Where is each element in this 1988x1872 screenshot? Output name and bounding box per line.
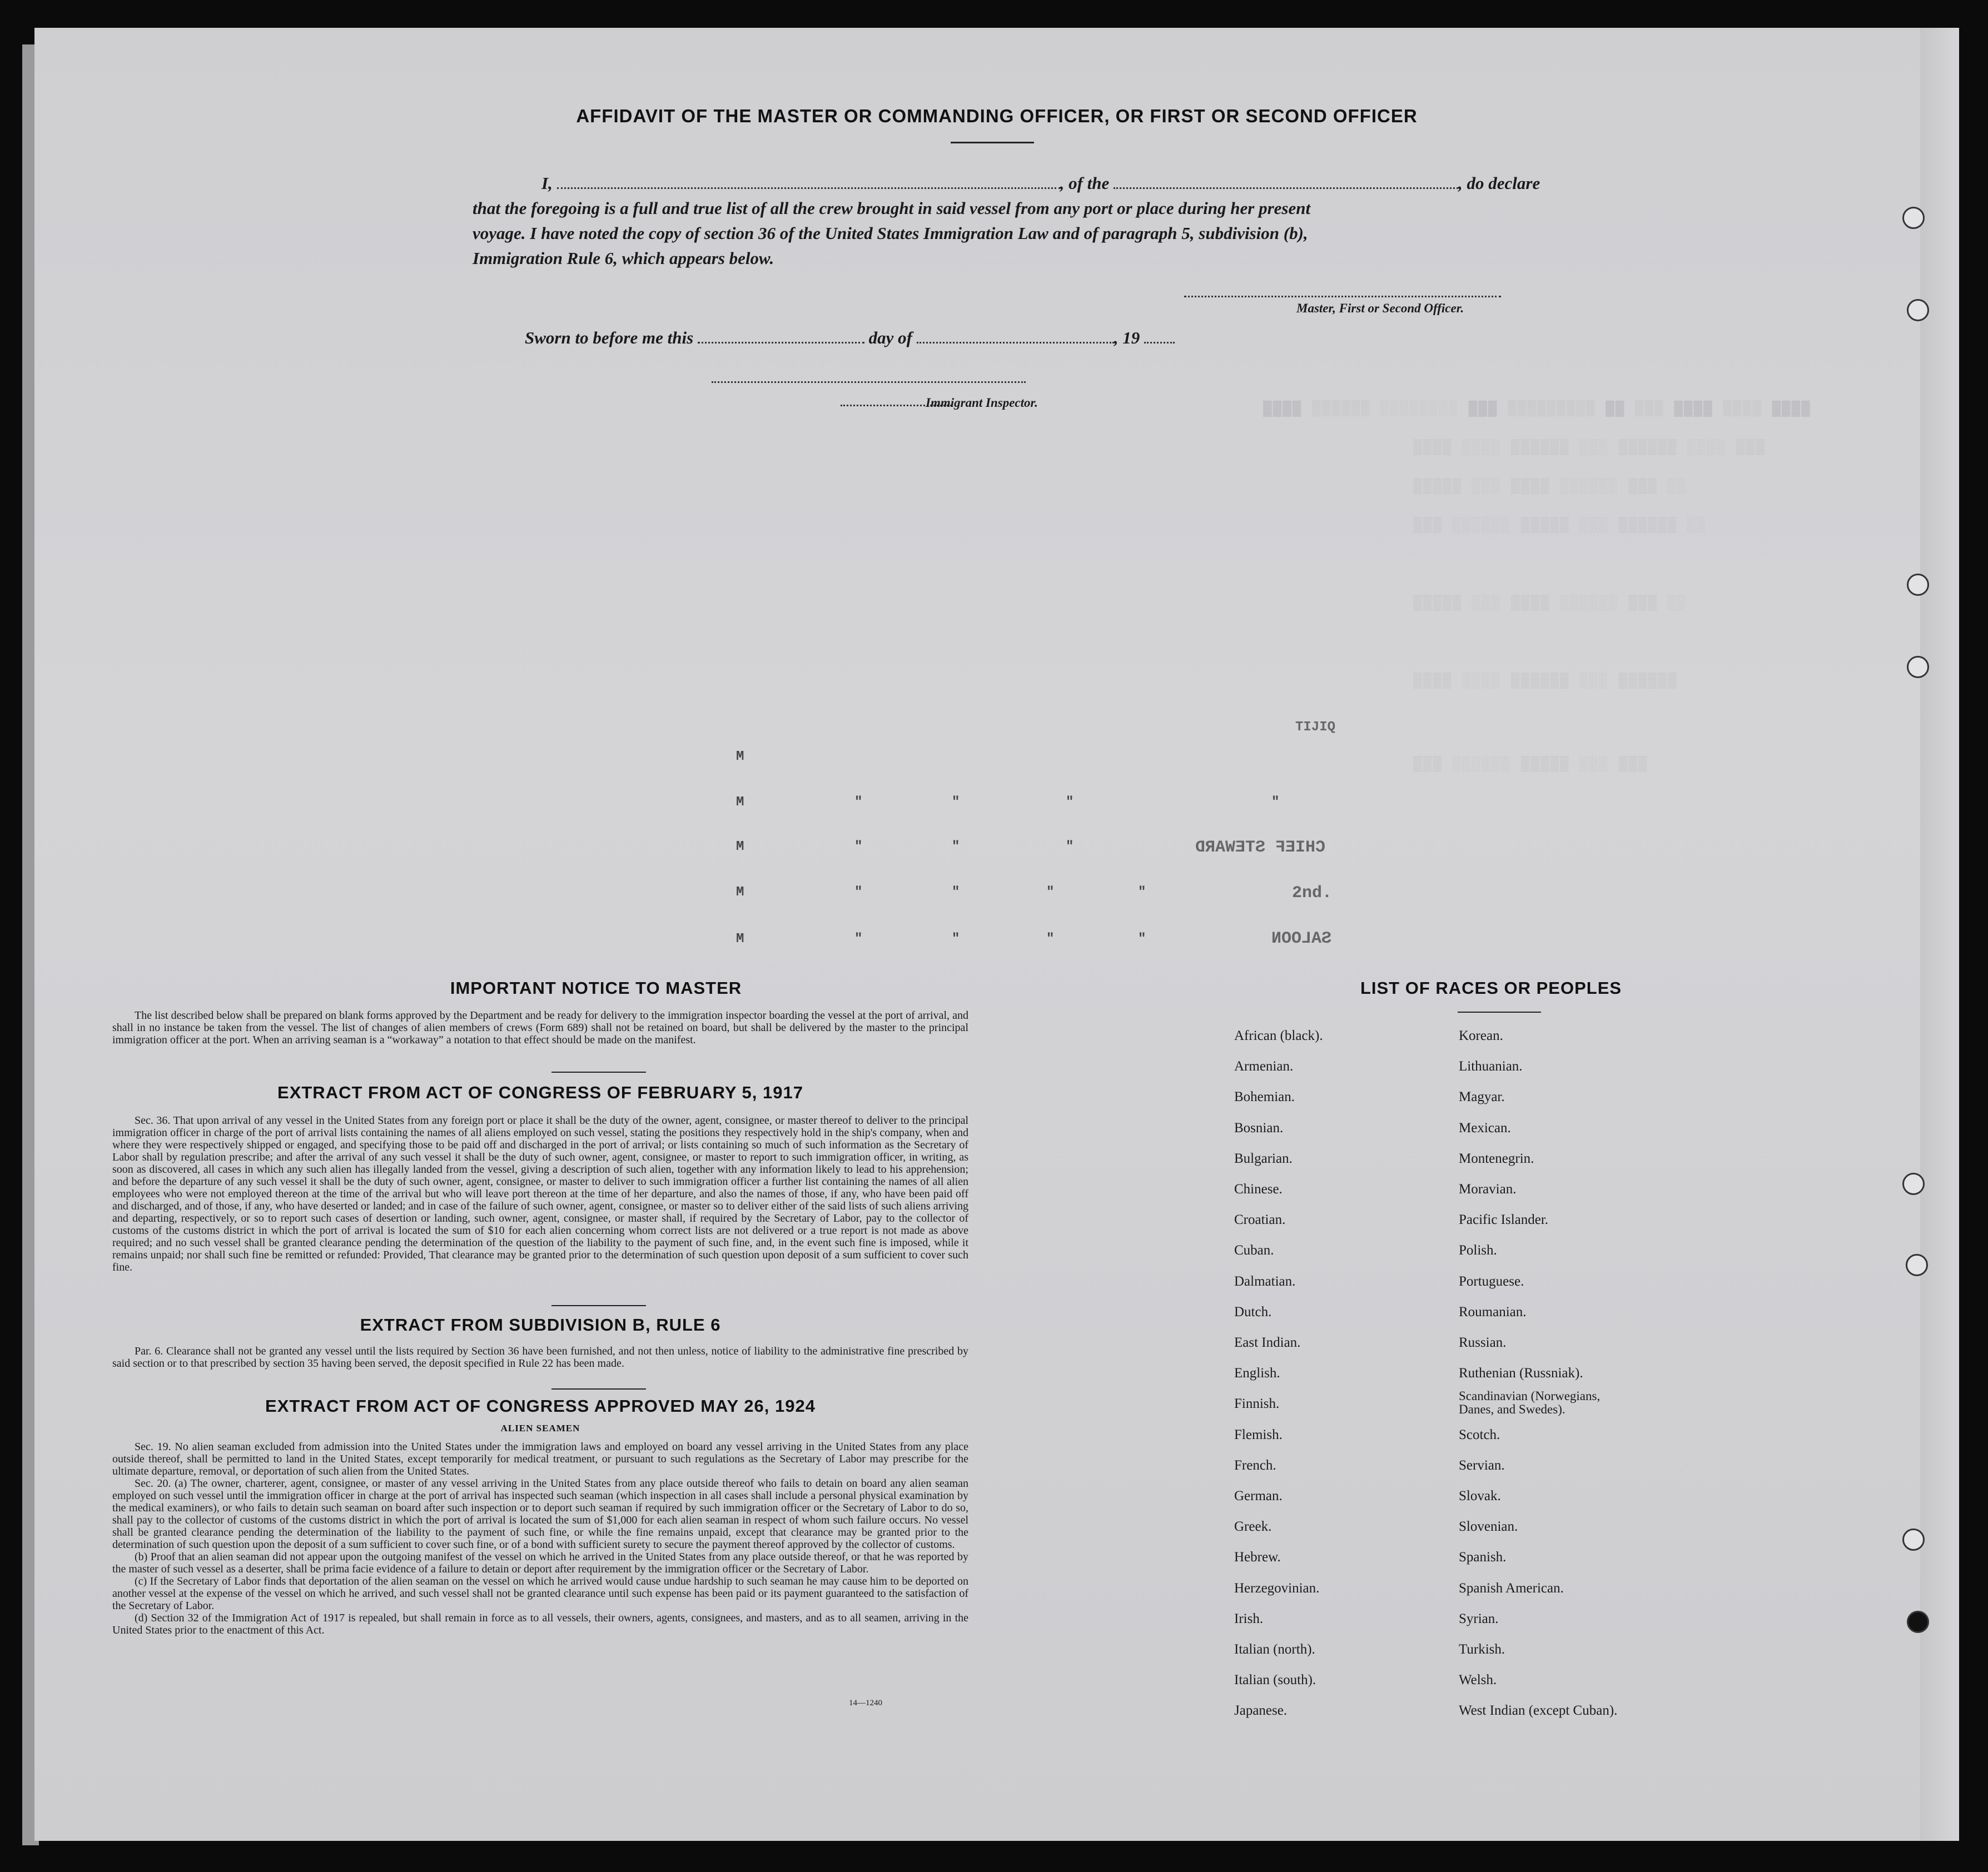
race-item: West Indian (except Cuban).: [1459, 1703, 1618, 1719]
race-item: Moravian.: [1459, 1182, 1517, 1197]
punch-hole: [1902, 207, 1925, 229]
document-page: [34, 28, 1959, 1841]
race-item: Scotch.: [1459, 1427, 1500, 1442]
punch-hole: [1907, 656, 1929, 678]
race-item: Croatian.: [1234, 1212, 1286, 1228]
race-item: Irish.: [1234, 1611, 1264, 1626]
sworn-month-blank[interactable]: [917, 331, 1114, 343]
extract-1924-title: EXTRACT FROM ACT OF CONGRESS APPROVED MAY 26, 1924: [265, 1396, 816, 1416]
race-item: Finnish.: [1234, 1396, 1280, 1412]
race-item: Lithuanian.: [1459, 1059, 1523, 1074]
bleed-row-mark: M: [736, 885, 744, 900]
bleed-row-mark: M: [736, 795, 744, 810]
race-item: Dalmatian.: [1234, 1273, 1296, 1289]
race-item: Polish.: [1459, 1243, 1497, 1258]
extract-1924-text: [112, 1441, 968, 1636]
bleed-through-text: ▒▒▒▒▒ ░░░ ▒▒▒▒ ░░░░░░ ▒▒▒ ░░: [1413, 595, 1687, 611]
ditto-mark: ": [952, 795, 960, 810]
sworn-day-of: day of: [868, 328, 912, 347]
bleed-through-text: ▓▓▓▓ ▒▒▒▒▒▒ ░░░░░░░░ ▓▓▓ ▒▒▒▒▒▒▒▒▒ ▓▓ ▒▒▒ ▓▓▓▓ ▒▒▒▒ ▓▓▓▓: [1263, 400, 1811, 417]
affidavit-declare: , do declare: [1458, 173, 1540, 193]
title-rule: [951, 142, 1034, 143]
affidavit-title: AFFIDAVIT OF THE MASTER OR COMMANDING OFFICER, OR FIRST OR SECOND OFFICER: [576, 106, 1418, 126]
sworn-year-blank[interactable]: [1144, 331, 1175, 343]
bleed-through-text: ▒▒▒ ░░░░░░ ▒▒▒▒▒ ░░░ ▒▒▒: [1413, 756, 1648, 773]
ditto-mark: ": [1046, 932, 1055, 947]
bleed-through-text: ▒▒▒▒ ░░░░ ▒▒▒▒▒▒ ░░░ ▒▒▒▒▒▒: [1413, 673, 1678, 689]
race-item: Chinese.: [1234, 1182, 1283, 1197]
ditto-mark: ": [952, 885, 960, 900]
page-right-margin: [1920, 28, 1959, 1841]
race-item: African (black).: [1234, 1028, 1323, 1043]
bleed-row-mark: M: [736, 749, 744, 764]
notice-text: [112, 1009, 968, 1046]
ditto-mark: ": [854, 839, 863, 854]
race-item: Armenian.: [1234, 1059, 1294, 1074]
punch-hole: [1906, 1254, 1928, 1276]
race-item: German.: [1234, 1488, 1283, 1503]
bleed-through-text: ▒▒▒ ░░░░░░ ▒▒▒▒▒ ░░░ ▒▒▒▒▒▒ ░░: [1413, 517, 1707, 534]
extract-1917-title: EXTRACT FROM ACT OF CONGRESS OF FEBRUARY 5, 1917: [277, 1083, 803, 1102]
race-item: Russian.: [1459, 1335, 1507, 1350]
bleed-through-text: ▒▒▒▒▒ ░░░ ▒▒▒▒ ░░░░░░ ▒▒▒ ░░: [1413, 478, 1687, 495]
inspector-signature-caption: Immigrant Inspector.: [926, 396, 1038, 410]
extract-1924-sec-20d: (d) Section 32 of the Immigration Act of 1917 is repealed, but shall remain in force as to all vessels, their owners, agents, consignees, and masters, and as to all seamen, arriving in the United States prior to the enactment of this Act.: [112, 1612, 968, 1636]
race-item: Ruthenian (Russniak).: [1459, 1366, 1583, 1381]
race-item: Flemish.: [1234, 1427, 1283, 1442]
bleed-stamp: TIJIQ: [1295, 720, 1336, 735]
ditto-mark: ": [1138, 932, 1146, 947]
race-item: Servian.: [1459, 1457, 1505, 1473]
race-item: Hebrew.: [1234, 1550, 1281, 1565]
affidavit-i: I,: [541, 173, 553, 193]
bleed-row-mark: M: [736, 839, 744, 854]
race-item: Dutch.: [1234, 1304, 1272, 1320]
ditto-mark: ": [1271, 795, 1280, 810]
race-item: Herzegovinian.: [1234, 1580, 1320, 1596]
race-item: Spanish American.: [1459, 1580, 1564, 1596]
affidavit-of-the: , of the: [1060, 173, 1110, 193]
extract-1924-sec-20c: (c) If the Secretary of Labor finds that deportation of the alien seaman on the vessel on which he arrived would cause undue hardship to such seaman he may cause him to be deported on another vessel at the expense of the vessel on which he arrived, and such vessel shall not be granted clearance until such expense has been paid or its payment guaranteed to the satisfaction of the Secretary of Labor.: [112, 1575, 968, 1612]
extract-1924-sec-20b: (b) Proof that an alien seaman did not appear upon the outgoing manifest of the vessel on which he arrived in the United States from any place outside thereof, or that he was reported by the master of such vessel as a deserter, shall be prima facie evidence of a failure to detain or deport after requirement by the immigration officer or the Secretary of Labor.: [112, 1551, 968, 1575]
ditto-mark: ": [1066, 795, 1074, 810]
sworn-day-blank[interactable]: [698, 331, 864, 343]
ditto-mark: ": [1046, 885, 1055, 900]
subdivision-paragraph: Par. 6. Clearance shall not be granted any vessel until the lists required by Section 36 have been furnished, and not then unless, notice of liability to the administrative fine prescribed by said section or to that prescribed by section 35 having been served, the deposit specified in Rule 22 has been made.: [112, 1345, 968, 1370]
subdivision-title: EXTRACT FROM SUBDIVISION B, RULE 6: [360, 1315, 721, 1335]
race-item: Cuban.: [1234, 1243, 1274, 1258]
race-item: Portuguese.: [1459, 1273, 1524, 1289]
ditto-mark: ": [854, 795, 863, 810]
section-rule: [551, 1305, 646, 1306]
race-item: Korean.: [1459, 1028, 1503, 1043]
bleed-through-text: ▒▒▒▒ ░░░░ ▒▒▒▒▒▒ ░░░ ▒▒▒▒▒▒ ░░░░ ▒▒▒: [1413, 439, 1766, 456]
race-item: Pacific Islander.: [1459, 1212, 1549, 1228]
affidavit-line-2: that the foregoing is a full and true list of all the crew brought in said vessel from any port or place during her present: [473, 198, 1311, 218]
master-signature-caption: Master, First or Second Officer.: [1296, 301, 1464, 315]
extract-1917-section-36: Sec. 36. That upon arrival of any vessel in the United States from any foreign port or place it shall be the duty of the owner, agent, consignee, or master thereof to deliver to the principal immigration officer in charge of the port of arrival lists containing the names of all aliens employed on such vessel, stating the positions they respectively hold in the ship's company, when and where they were respectively shipped or engaged, and specifying those to be paid off and discharged in the port of arrival; or lists containing so much of such information as the Secretary of Labor shall by regulation prescribe; and after the arrival of any such vessel it shall be the duty of such owner, agent, consignee, or master to report to such immigration officer, in writing, as soon as discovered, all cases in which any such alien has illegally landed from the vessel, giving a description of such alien, together with any information likely to lead to his apprehension; and before the departure of any such vessel it shall be the duty of such owner, agent, consignee, or master to deliver to such immigration officer a further list containing the names of all alien employees who were not employed thereon at the time of the arrival but who will leave port thereon at the time of her departure, and also the names of those, if any, who have been paid off and discharged, and of those, if any, who have deserted or landed; and in case of the failure of such owner, agent, consignee, or master so to deliver either of the said lists of such aliens arriving and departing, respectively, or so to report such cases of desertion or landing, such owner, agent, consignee, or master shall, if required by the Secretary of Labor, pay to the collector of customs of the customs district in which the port of arrival is located the sum of $10 for each alien concerning whom correct lists are not delivered or a true report is not made as above required; and no such vessel shall be granted clearance pending the determination of the question of the liability to the payment of such fine, and, in the event such fine is imposed, while it remains unpaid; nor shall such fine be remitted or refunded: Provided, That clearance may be granted prior to the determination of such question upon deposit of a sum sufficient to cover such fine.: [112, 1114, 968, 1273]
punch-hole: [1907, 1611, 1929, 1633]
race-item: Bosnian.: [1234, 1120, 1284, 1136]
form-number: 14—1240: [849, 1699, 882, 1707]
race-item: Bohemian.: [1234, 1089, 1295, 1105]
punch-hole: [1907, 574, 1929, 596]
sworn-prefix: Sworn to before me this: [525, 328, 694, 347]
extract-1924-subtitle: ALIEN SEAMEN: [500, 1423, 580, 1433]
race-item: Montenegrin.: [1459, 1151, 1534, 1166]
inspector-signature-line[interactable]: [712, 381, 1026, 383]
ditto-mark: ": [952, 839, 960, 854]
race-item: Turkish.: [1459, 1642, 1505, 1657]
punch-hole: [1907, 299, 1929, 321]
section-rule: [551, 1072, 646, 1073]
vessel-blank[interactable]: [1114, 176, 1458, 189]
race-item: Italian (south).: [1234, 1672, 1316, 1688]
race-item: Spanish.: [1459, 1550, 1507, 1565]
race-item: Japanese.: [1234, 1703, 1288, 1719]
bleed-stamp-chief-steward: CHIEF STEWARD: [1195, 838, 1326, 857]
race-item: Bulgarian.: [1234, 1151, 1293, 1166]
punch-hole: [1902, 1529, 1925, 1551]
race-item: Magyar.: [1459, 1089, 1505, 1105]
extract-1924-sec-20a: Sec. 20. (a) The owner, charterer, agent, consignee, or master of any vessel arriving in the United States from any place outside thereof who fails to detain on board any alien seaman employed on such vessel until the immigration officer in charge at the port of arrival has inspected such seaman (which inspection in all cases shall include a personal physical examination by the medical examiners), or who fails to detain such seaman on board after such inspection or to deport such seaman if required by such immigration officer or the Secretary of Labor to do so, shall pay to the collector of customs of the customs district in which the port of arrival is located the sum of $1,000 for each alien seaman in respect of whom such failure occurs. No vessel shall be granted clearance pending the determination of the liability to the payment of such fine, or while the fine remains unpaid, except that clearance may be granted prior to the determination of such question upon the deposit of a sum sufficient to cover such fine, or of a bond with sufficient surety to secure the payment thereof approved by the collector of customs.: [112, 1477, 968, 1551]
name-blank[interactable]: [557, 176, 1060, 189]
extract-1924-sec-19: Sec. 19. No alien seaman excluded from admission into the United States under the immigration laws and employed on board any vessel arriving in the United States from any place outside thereof, shall be permitted to land in the United States, except temporarily for medical treatment, or pursuant to such regulations as the Secretary of Labor may prescribe for the ultimate departure, removal, or deportation of such alien from the United States.: [112, 1441, 968, 1477]
race-item: Syrian.: [1459, 1611, 1499, 1626]
race-item: East Indian.: [1234, 1335, 1301, 1350]
race-item: Roumanian.: [1459, 1304, 1527, 1320]
notice-paragraph: The list described below shall be prepared on blank forms approved by the Department and be ready for delivery to the immigration inspector boarding the vessel at the port of arrival, and shall in no instance be taken from the vessel. The list of changes of alien members of crews (Form 689) shall not be retained on board, but shall be delivered by the master to the principal immigration officer at the port. When an arriving seaman is a “workaway” a notation to that effect should be made on the manifest.: [112, 1009, 968, 1046]
notice-title: IMPORTANT NOTICE TO MASTER: [450, 978, 742, 998]
subdivision-text: [112, 1345, 968, 1370]
race-item: Scandinavian (Norwegians, Danes, and Swedes).: [1459, 1389, 1601, 1417]
bleed-stamp-saloon: SALOON: [1271, 929, 1332, 948]
sworn-line: [525, 328, 1175, 348]
affidavit-line-4: Immigration Rule 6, which appears below.: [473, 248, 774, 268]
ditto-mark: ": [1138, 885, 1146, 900]
section-rule: [551, 1388, 646, 1390]
race-item: French.: [1234, 1457, 1276, 1473]
race-item: Slovenian.: [1459, 1519, 1518, 1535]
ditto-mark: ": [854, 932, 863, 947]
race-item: Slovak.: [1459, 1488, 1501, 1503]
race-item: Greek.: [1234, 1519, 1272, 1535]
ditto-mark: ": [1066, 839, 1074, 854]
races-title: LIST OF RACES OR PEOPLES: [1360, 978, 1622, 998]
race-item: Mexican.: [1459, 1120, 1511, 1136]
bleed-row-mark: M: [736, 932, 744, 947]
sworn-year: , 19: [1114, 328, 1140, 347]
punch-hole: [1902, 1173, 1925, 1195]
extract-1917-text: [112, 1114, 968, 1273]
master-signature-line[interactable]: [1184, 296, 1501, 297]
affidavit-line-1: [541, 173, 1540, 193]
race-item: English.: [1234, 1366, 1280, 1381]
races-title-rule: [1458, 1012, 1541, 1013]
ditto-mark: ": [952, 932, 960, 947]
ditto-mark: ": [854, 885, 863, 900]
race-item: Welsh.: [1459, 1672, 1497, 1688]
bleed-stamp-2nd: 2nd.: [1292, 884, 1333, 903]
affidavit-line-3: voyage. I have noted the copy of section 36 of the United States Immigration Law and of paragraph 5, subdivision (b),: [473, 223, 1308, 243]
race-item: Italian (north).: [1234, 1642, 1315, 1657]
